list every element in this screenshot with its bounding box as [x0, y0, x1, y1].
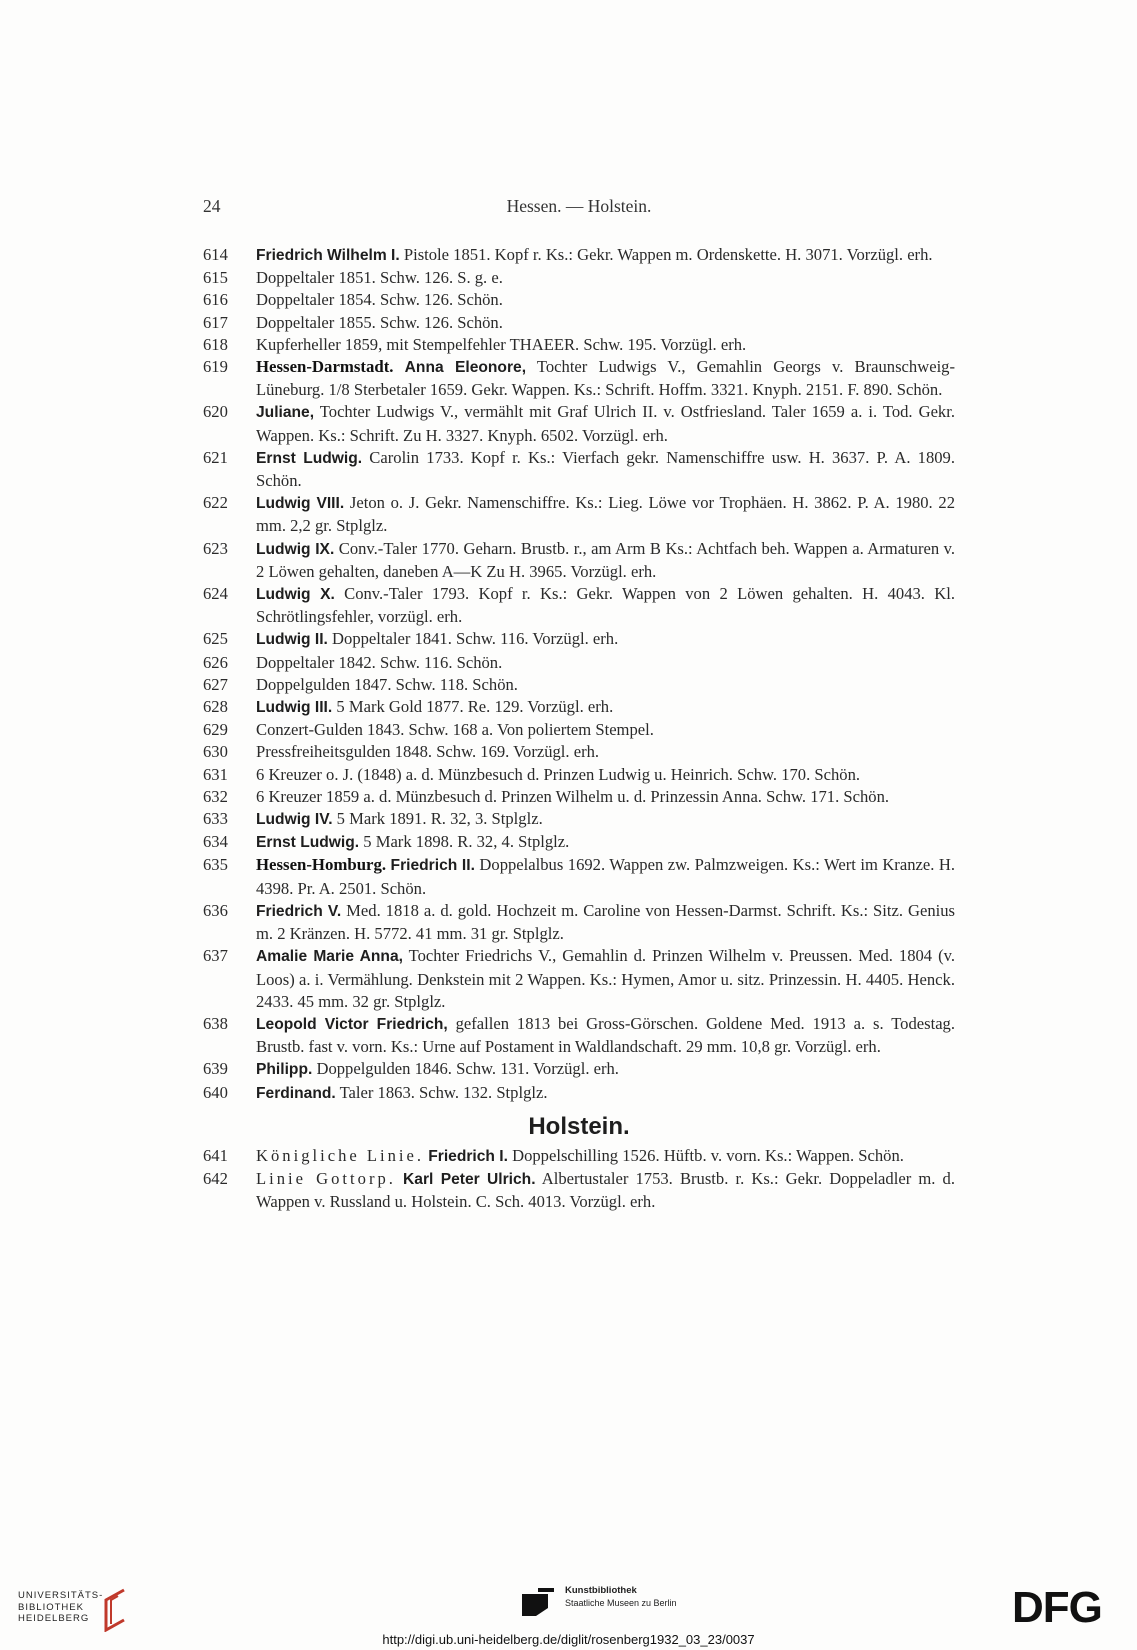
catalog-entry [203, 900, 955, 945]
entry-text: Doppeltaler 1842. Schw. 116. Schön. [256, 652, 503, 672]
entry-number: 619 [203, 357, 228, 377]
catalog-entry [203, 538, 955, 583]
entry-text: Tochter Ludwigs V., Gemahlin Georgs v. Braunschweig-Lüneburg. 1/8 Sterbetaler 1659. Gekr. Wappen. Ks.: Schrift. Hoffm. 3321. Knyph. 2151. F. 890. Schön. [256, 357, 955, 400]
entry-number: 636 [203, 900, 228, 920]
entry-text: Tochter Friedrichs V., Gemahlin d. Prinzen Wilhelm v. Preussen. Med. 1804 (v. Loos) a. i. Vermählung. Denkstein mit 2 Wappen. Ks.: Hymen, Amor u. sitz. Prinzessin. H. 4405. Henck. 2433. 45 mm. 32 gr. Stplglz. [256, 946, 955, 1011]
catalog-entry [203, 652, 955, 674]
catalog-entry [203, 854, 955, 899]
catalog-entry [203, 1082, 955, 1105]
entry-text: Doppelgulden 1847. Schw. 118. Schön. [256, 674, 518, 694]
entry-number: 623 [203, 538, 228, 558]
entry-text: 6 Kreuzer o. J. (1848) a. d. Münzbesuch d. Prinzen Ludwig u. Heinrich. Schw. 170. Schön. [256, 764, 861, 784]
catalog-entry [203, 447, 955, 492]
kunstbibliothek-logo-icon [520, 1586, 558, 1622]
entry-text: Jeton o. J. Gekr. Namenschiffre. Ks.: Lieg. Löwe vor Trophäen. H. 3862. P. A. 1980. 22 mm. 2,2 gr. Stplglz. [256, 493, 955, 536]
ruler-name: Anna Eleonore, [404, 359, 527, 377]
region-heading: Hessen-Homburg. [256, 855, 387, 875]
catalog-entry [203, 1013, 955, 1058]
entry-number: 632 [203, 786, 228, 806]
entry-number: 638 [203, 1013, 228, 1033]
catalog-entry [203, 334, 955, 356]
ruler-name: Leopold Victor Friedrich, [256, 1015, 448, 1033]
entry-text [394, 357, 405, 376]
kunstbibliothek-name: Kunstbibliothek [565, 1585, 637, 1596]
entry-number: 614 [203, 245, 228, 264]
catalog-entry [203, 401, 955, 446]
dfg-logo: DFG [1012, 1583, 1102, 1632]
catalog-entry [203, 267, 955, 289]
entry-text [396, 1169, 403, 1188]
kunstbibliothek-logo-text [565, 1584, 677, 1610]
line-heading: Linie Gottorp. [256, 1168, 396, 1188]
entry-text: gefallen 1813 bei Gross-Görschen. Goldene Med. 1913 a. s. Todestag. Brustb. fast v. vorn. Ks.: Urne auf Postament in Waldlandschaft. 29 mm. 10,8 gr. Vorzügl. erh. [256, 1013, 956, 1057]
entry-number: 622 [203, 493, 228, 513]
entry-text: Med. 1818 a. d. gold. Hochzeit m. Caroline von Hessen-Darmst. Schrift. Ks.: Sitz. Genius m. 2 Kränzen. H. 5772. 41 mm. 31 gr. Stplglz. [256, 900, 955, 944]
ruler-name: Friedrich II. [390, 857, 475, 875]
catalog-entry [203, 583, 955, 628]
catalog-entry [203, 1168, 955, 1213]
entry-text: Doppeltaler 1851. Schw. 126. S. g. e. [256, 268, 503, 288]
ruler-name: Amalie Marie Anna, [256, 948, 403, 966]
ruler-name: Ludwig IV. [256, 811, 333, 829]
entry-text: Carolin 1733. Kopf r. Ks.: Vierfach gekr. Namenschiffre usw. H. 3637. P. A. 1809. Schön. [256, 447, 955, 491]
catalog-entry [203, 1145, 955, 1168]
entry-number: 621 [203, 447, 228, 467]
library-logo-line: BIBLIOTHEK [18, 1601, 84, 1613]
entry-text: Taler 1863. Schw. 132. Stplglz. [335, 1082, 548, 1102]
page-number: 24 [203, 196, 221, 216]
ruler-name: Ferdinand. [256, 1084, 336, 1102]
kunstbibliothek-subtitle: Staatliche Museen zu Berlin [565, 1598, 677, 1608]
entry-text: 5 Mark Gold 1877. Re. 129. Vorzügl. erh. [332, 697, 614, 717]
entry-number: 633 [203, 809, 228, 829]
entry-number: 616 [203, 290, 228, 310]
entry-text: Doppelalbus 1692. Wappen zw. Palmzweigen. Ks.: Wert im Kranze. H. 4398. Pr. A. 2501. Schön. [256, 855, 955, 898]
catalog-entry [203, 719, 955, 741]
entry-number: 620 [203, 402, 228, 422]
entry-number: 615 [203, 268, 228, 288]
entry-number: 629 [203, 720, 228, 740]
entry-text: 5 Mark 1891. R. 32, 3. Stplglz. [332, 809, 543, 829]
entry-number: 637 [203, 946, 228, 966]
catalog-entry [203, 244, 955, 267]
ruler-name: Ludwig VIII. [256, 495, 345, 513]
catalog-entry [203, 628, 955, 651]
catalog-entry [203, 1058, 955, 1081]
library-logo-line: UNIVERSITÄTS- [18, 1590, 104, 1601]
entry-number: 628 [203, 697, 228, 717]
entry-number: 630 [203, 742, 228, 762]
entry-text: 5 Mark 1898. R. 32, 4. Stplglz. [359, 832, 570, 852]
entry-number: 642 [203, 1168, 228, 1188]
catalog-entry [203, 945, 955, 1013]
library-logo-icon [98, 1586, 130, 1632]
ruler-name: Juliane, [256, 404, 315, 422]
entry-number: 640 [203, 1082, 228, 1102]
entry-number: 641 [203, 1145, 228, 1165]
catalog-entry [203, 356, 955, 401]
entry-number: 617 [203, 312, 228, 332]
ruler-name: Ernst Ludwig. [256, 834, 360, 852]
ruler-name: Philipp. [256, 1061, 313, 1079]
catalog-entry [203, 786, 955, 808]
holstein-entry-list [203, 1145, 955, 1214]
entry-number: 635 [203, 855, 228, 875]
ruler-name: Ludwig IX. [256, 540, 335, 558]
entry-number: 625 [203, 629, 228, 649]
entry-number: 631 [203, 764, 228, 784]
page-footer [0, 1570, 1137, 1650]
library-logo-line: HEIDELBERG [18, 1613, 90, 1624]
ruler-name: Friedrich I. [428, 1147, 508, 1165]
entry-text: Doppeltaler 1855. Schw. 126. Schön. [256, 312, 503, 332]
entry-number: 634 [203, 832, 228, 852]
entry-text: Conv.-Taler 1770. Geharn. Brustb. r., am Arm B Ks.: Achtfach beh. Wappen a. Armaturen v. 2 Löwen gehalten, daneben A—K Zu H. 3965. Vorzügl. erh. [256, 538, 955, 581]
catalog-entry [203, 831, 955, 854]
entry-text: Pressfreiheitsgulden 1848. Schw. 169. Vorzügl. erh. [256, 742, 600, 762]
source-url[interactable]: http://digi.ub.uni-heidelberg.de/diglit/rosenberg1932_03_23/0037 [382, 1632, 755, 1647]
entry-number: 639 [203, 1059, 228, 1079]
catalog-entry [203, 808, 955, 831]
entry-text: Doppelschilling 1526. Hüftb. v. vorn. Ks.: Wappen. Schön. [507, 1145, 904, 1165]
entry-text: Pistole 1851. Kopf r. Ks.: Gekr. Wappen m. Ordenskette. H. 3071. Vorzügl. erh. [399, 245, 933, 264]
ruler-name: Friedrich V. [256, 902, 342, 920]
catalog-entry [203, 674, 955, 696]
entry-text: Doppelgulden 1846. Schw. 131. Vorzügl. erh. [312, 1059, 619, 1079]
line-heading: Königliche Linie. [256, 1145, 425, 1165]
entry-text: 6 Kreuzer 1859 a. d. Münzbesuch d. Prinzen Wilhelm u. d. Prinzessin Anna. Schw. 171. Schön. [256, 786, 890, 806]
ruler-name: Friedrich Wilhelm I. [256, 247, 400, 264]
catalog-entries [203, 244, 955, 1213]
page-header [203, 196, 955, 222]
entry-number: 627 [203, 674, 228, 694]
catalog-entry [203, 312, 955, 334]
catalog-entry [203, 741, 955, 763]
entry-number: 618 [203, 334, 228, 354]
catalog-entry [203, 696, 955, 719]
ruler-name: Ludwig III. [256, 699, 333, 717]
entry-text: Conv.-Taler 1793. Kopf r. Ks.: Gekr. Wappen von 2 Löwen gehalten. H. 4043. Kl. Schrötlingsfehler, vorzügl. erh. [256, 584, 955, 627]
hessen-entry-list [203, 244, 955, 1105]
entry-text: Tochter Ludwigs V., vermählt mit Graf Ulrich II. v. Ostfriesland. Taler 1659 a. i. Tod. Gekr. Wappen. Ks.: Schrift. Zu H. 3327. Knyph. 6502. Vorzügl. erh. [256, 402, 955, 445]
catalog-entry [203, 492, 955, 537]
entry-text: Doppeltaler 1854. Schw. 126. Schön. [256, 290, 503, 310]
entry-number: 624 [203, 584, 228, 604]
entry-number: 626 [203, 652, 228, 672]
entry-text: Albertustaler 1753. Brustb. r. Ks.: Gekr. Doppeladler m. d. Wappen v. Russland u. Holstein. C. Sch. 4013. Vorzügl. erh. [256, 1168, 955, 1212]
ruler-name: Karl Peter Ulrich. [403, 1170, 536, 1188]
running-title: Hessen. — Holstein. [506, 196, 652, 216]
section-heading: Holstein. [528, 1112, 630, 1140]
entry-text: Kupferheller 1859, mit Stempelfehler THAEER. Schw. 195. Vorzügl. erh. [256, 334, 747, 354]
catalog-entry [203, 289, 955, 311]
entry-text: Doppeltaler 1841. Schw. 116. Vorzügl. erh. [327, 629, 619, 649]
ruler-name: Ludwig II. [256, 631, 328, 649]
region-heading: Hessen-Darmstadt. [256, 357, 394, 377]
ruler-name: Ernst Ludwig. [256, 449, 363, 467]
catalog-entry [203, 764, 955, 786]
library-logo-text [18, 1590, 103, 1625]
entry-text: Conzert-Gulden 1843. Schw. 168 a. Von poliertem Stempel. [256, 720, 654, 740]
ruler-name: Ludwig X. [256, 586, 335, 604]
